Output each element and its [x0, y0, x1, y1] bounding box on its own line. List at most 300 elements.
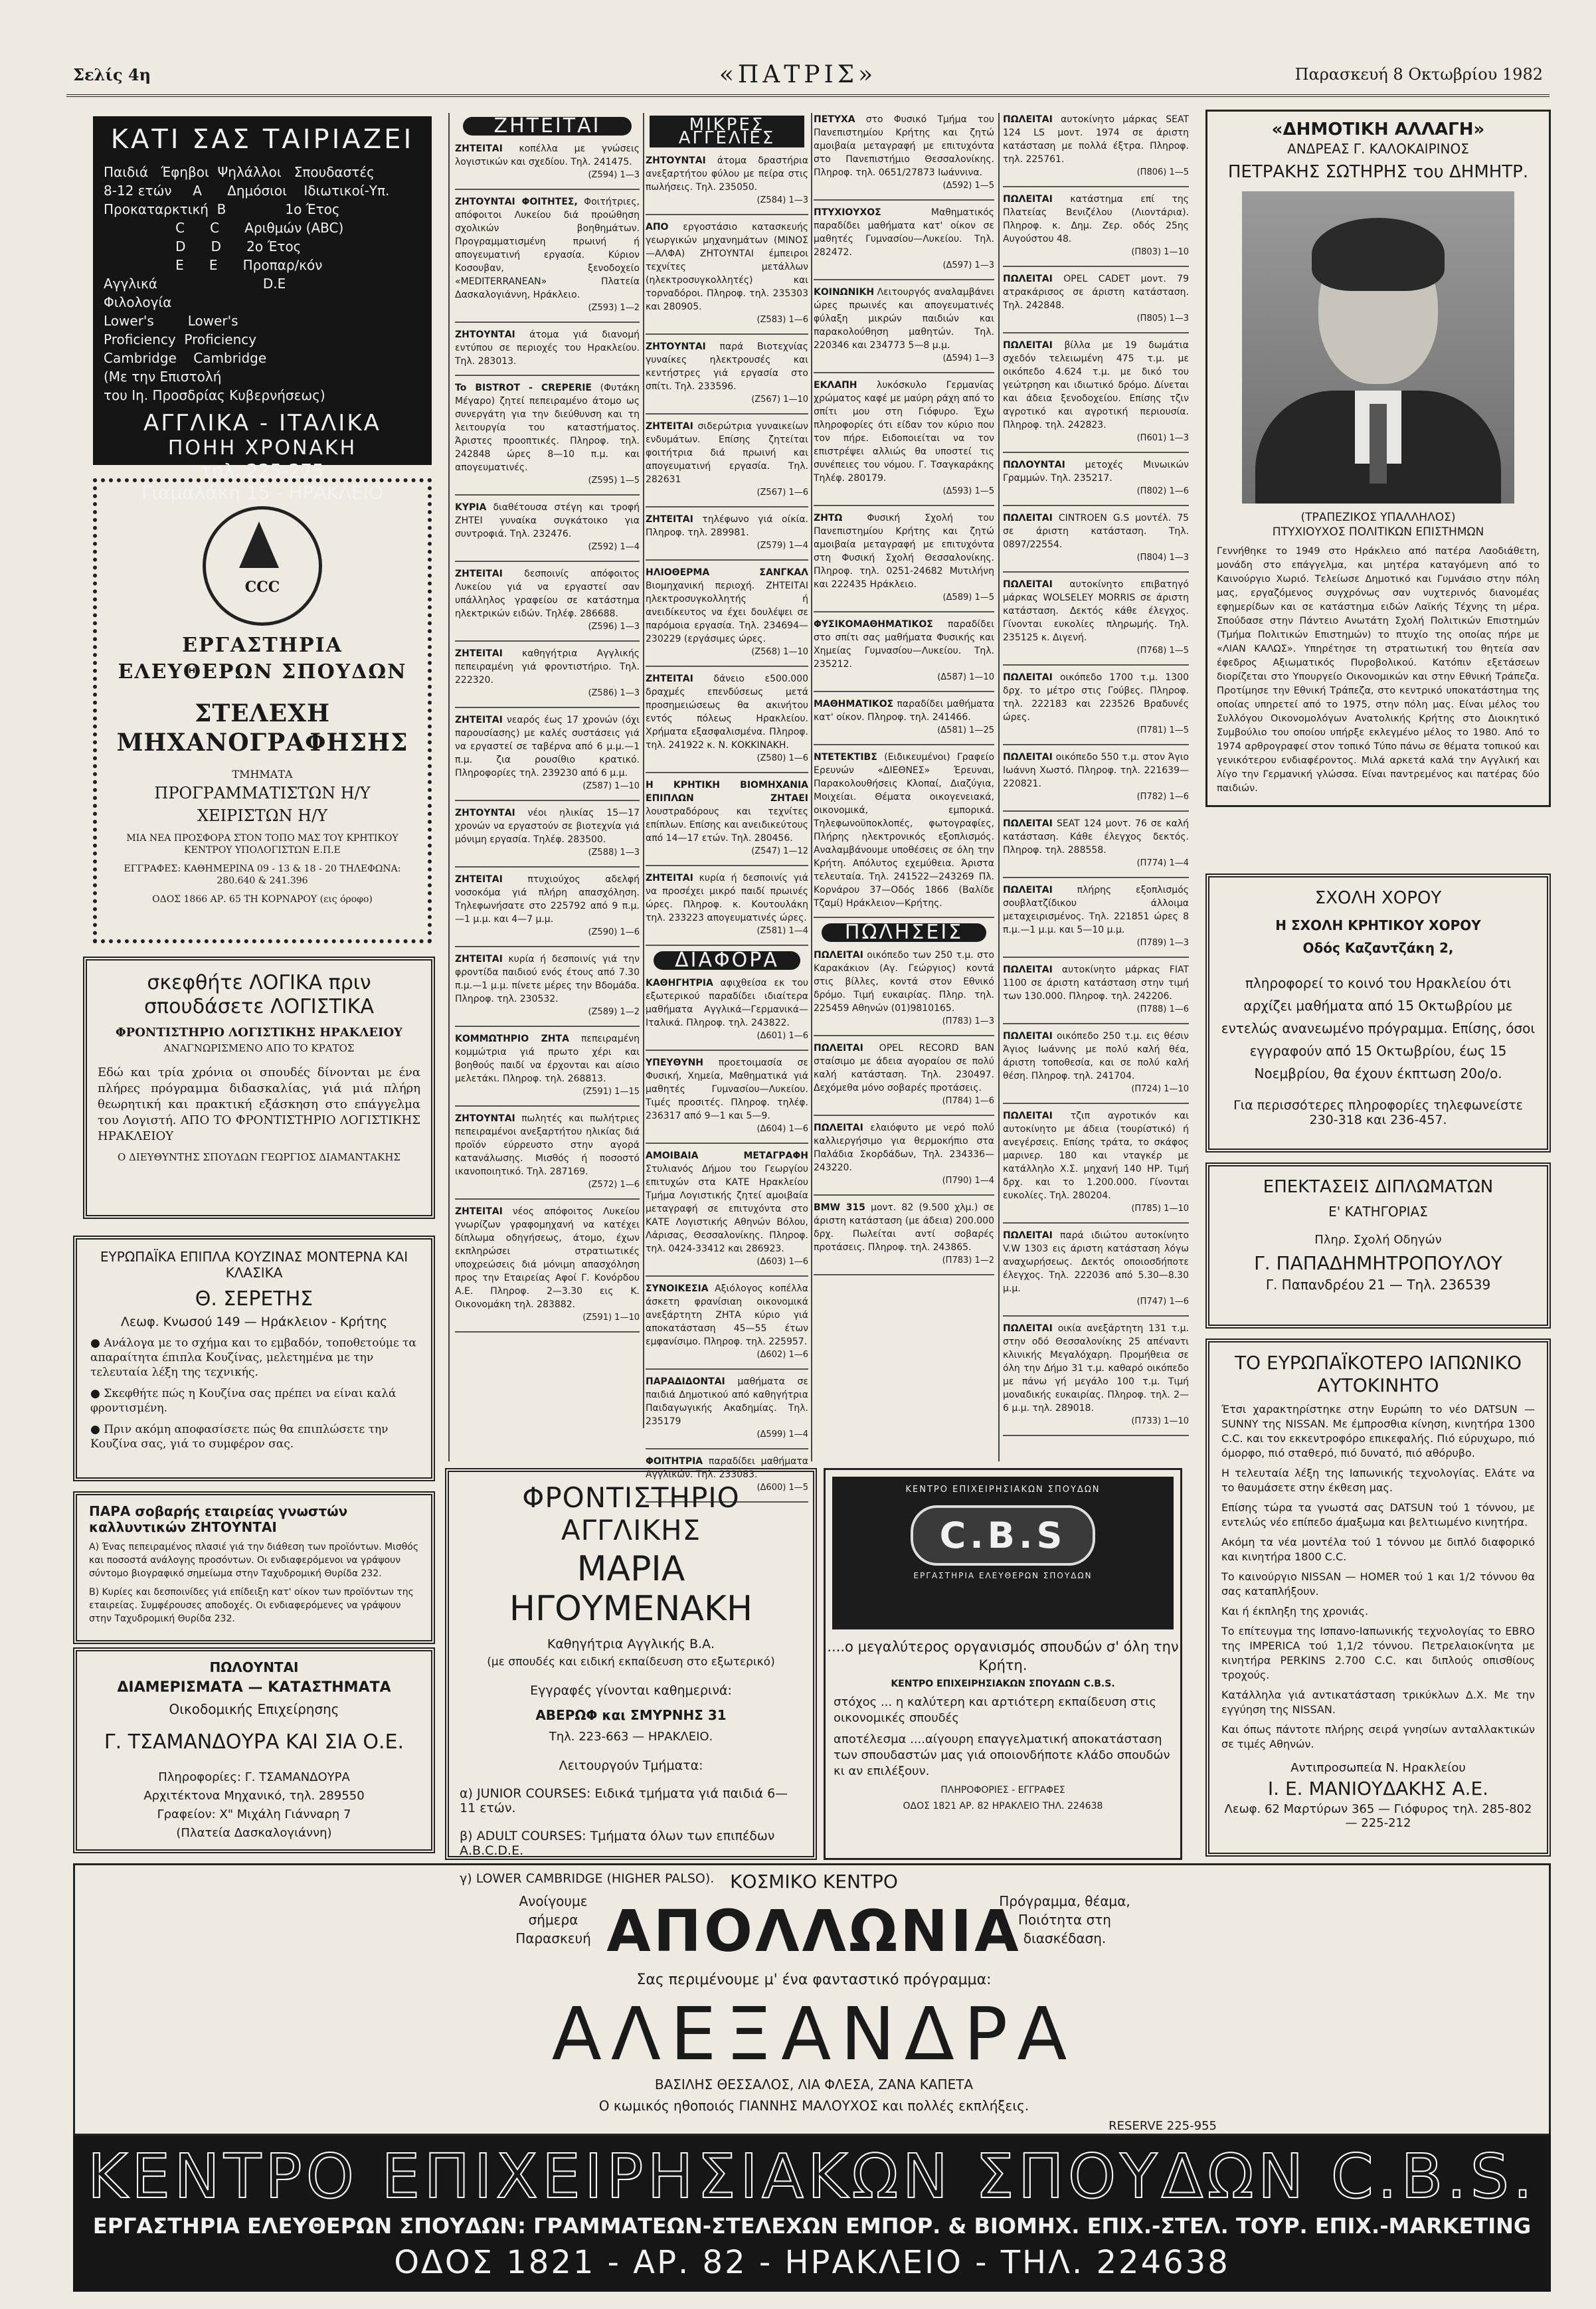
ad-body: ● Σκεφθήτε πώς η Κουζίνα σας πρέπει να είναι καλά φροντισμένη.	[90, 1387, 397, 1415]
classified-text: αυτοκίνητο μάρκας FIAT 1100 σε άριστη κατάσταση στην τιμή των 130.000. Πληροφ. τηλ. 242206.	[1003, 965, 1189, 1002]
classified-text: πεπειραμένη κομμώτρια γιά πρωτο χέρι και βοηθούς παιδί να έρχονται και αίσιο μελετάκι. Πληροφ. τηλ. 268813.	[455, 1034, 640, 1084]
classified-divider	[814, 1035, 994, 1036]
ad-logistiki	[83, 957, 435, 1219]
classified-ad	[1003, 578, 1189, 658]
classified-lead: ΠΩΛΕΙΤΑΙ	[1003, 885, 1053, 895]
classified-ref: (Π783) 1—3	[942, 1016, 994, 1026]
classified-ad	[646, 1056, 808, 1136]
ad-kati-sas-tairiazei	[93, 116, 432, 504]
classified-divider	[1003, 810, 1189, 812]
classified-lead: ΖΗΤΕΙΤΑΙ	[646, 674, 693, 684]
classified-lead: ΠΩΛΕΙΤΑΙ	[1003, 114, 1053, 125]
ad-note: ΟΔΟΣ 1866 ΑΡ. 65 ΤΗ ΚΟΡΝΑΡΟΥ (εις όροφο)	[152, 894, 373, 905]
classified-ref: (Ζ588) 1—3	[588, 848, 640, 858]
cbs-logo-icon	[832, 1477, 1174, 1629]
classified-text: λυκόσκυλο Γερμανίας χρώματος καφέ με μαύρη ράχη από το σπίτι μου στη Γιόφυρο. Έχω πληροφορίες ότι είδαν τον κύριο που τον πήρε. Ειδοποιείται να τον επιστρέψει αλλιώς θα υποστεί τις συνέπειες του νόμου. Γ. Τσαγκαράκης Τηλέφ. 280179.	[814, 380, 994, 484]
classified-ad	[646, 872, 808, 938]
classified-ad	[455, 1205, 640, 1325]
ad-school: ΦΡΟΝΤΙΣΤΗΡΙΟ ΛΟΓΙΣΤΙΚΗΣ ΗΡΑΚΛΕΙΟΥ	[115, 1026, 402, 1040]
classified-ref: (Ζ587) 1—10	[582, 781, 640, 791]
column-rule	[811, 113, 812, 1461]
header-rule	[66, 94, 1550, 97]
classified-divider	[455, 800, 640, 801]
classified-ad	[646, 1149, 808, 1269]
classified-ad	[814, 751, 994, 910]
ad-body: πληροφορεί το κοινό του Ηρακλείου ότι αρχίζει μαθήματα από 15 Οκτωβρίου με εντελώς ανανεωμένο πρόγραμμα. Επίσης, όσοι εγγραφούν από 15 Οκτωβρίου, έως 15 Νοεμβρίου, θα έχουν έκπτωση 20ο/ο.	[1221, 975, 1536, 1081]
course-line: (Με την Επιστολή	[104, 369, 222, 385]
classified-divider	[455, 322, 640, 323]
classified-divider	[1003, 332, 1189, 333]
ad-heading: ΠΩΛΟΥΝΤΑΙ	[209, 1659, 299, 1675]
course-list	[104, 163, 421, 405]
ad-body: Κατάλληλα γιά αντικατάσταση τρικύκλων Δ.Χ. Με την εγγύηση της NISSAN.	[1221, 1689, 1535, 1716]
ad-diamerismata	[73, 1647, 435, 1853]
classified-divider	[455, 561, 640, 562]
classified-divider	[1003, 571, 1189, 573]
classified-text: προετοιμασία σε Φυσική, Χημεία, Μαθηματικά γιά μαθητές Γυμνασίου—Λυκείου. Τιμές προσιτές. Πληροφ. τηλέφ. 236317 από 9—1 και 5—9.	[646, 1058, 808, 1121]
classified-text: λουστραδόρους και τεχνίτες επίπλων. Επίσης και ανειδικεύτους από 14—17 ετών. Τηλ. 280456.	[646, 806, 808, 844]
classified-lead: ΣΥΝΟΙΚΕΣΙΑ	[646, 1283, 709, 1294]
classified-divider	[814, 279, 994, 280]
classified-ad	[455, 806, 640, 860]
classified-ref: (Π774) 1—4	[1136, 858, 1189, 868]
ad-company: Γ. ΤΣΑΜΑΝΔΟΥΡΑ ΚΑΙ ΣΙΑ Ο.Ε.	[104, 1730, 404, 1754]
classified-divider	[1003, 186, 1189, 187]
classified-ad	[455, 713, 640, 793]
classified-ref: (Ζ586) 1—3	[588, 688, 640, 698]
classified-ad	[455, 1112, 640, 1192]
ad-company: ΚΕΝΤΡΟ ΕΠΙΧΕΙΡΗΣΙΑΚΩΝ ΣΠΟΥΔΩΝ C.B.S.	[891, 1679, 1115, 1689]
issue-date: Παρασκευή 8 Οκτωβρίου 1982	[1294, 65, 1543, 84]
classified-lead: ΚΟΜΜΩΤΗΡΙΟ ΖΗΤΑ	[455, 1034, 569, 1044]
classified-divider	[646, 1368, 808, 1370]
classified-text: παραδίδει μαθήματα Αγγλικών. Τηλ. 233083.	[646, 1456, 809, 1480]
classified-ad	[1003, 963, 1189, 1016]
classified-ref: (Π733) 1—10	[1131, 1416, 1189, 1426]
classified-text: αυτοκίνητο επιβατηγό μάρκας WOLSELEY MORRIS σε άριστη κατάσταση. Δεκτός κάθε έλεγχος. Γίνονται ευκολίες πληρωμής. Τηλ. 235125 κ. Διγενή.	[1003, 579, 1189, 643]
classified-text: αφιχθείσα εκ του εξωτερικού παραδίδει ιδιαίτερα μαθήματα Αγγλικά—Γερμανικά—Ιταλικά. Πληροφ. τηλ. 243822.	[646, 978, 809, 1028]
classified-ad	[646, 1375, 808, 1441]
ad-school: Η ΣΧΟΛΗ ΚΡΗΤΙΚΟΥ ΧΟΡΟΥ	[1275, 917, 1481, 933]
classified-divider	[646, 1050, 808, 1051]
classified-divider	[814, 744, 994, 745]
ad-subheading: ΔΙΑΜΕΡΙΣΜΑΤΑ — ΚΑΤΑΣΤΗΜΑΤΑ	[117, 1679, 391, 1696]
classified-lead: ΖΗΤΟΥΝΤΑΙ	[455, 1113, 515, 1124]
ad-subheading: ΕΡΓΑΣΤΗΡΙΑ ΕΛΕΥΘΕΡΩΝ ΣΠΟΥΔΩΝ: ΓΡΑΜΜΑΤΕΩΝ-ΣΤΕΛΕΧΩΝ ΕΜΠΟΡ. & ΒΙΟΜΗΧ. ΕΠΙΧ.-ΣΤΕΛ. ΤΟΥΡ. ΕΠΙΧ.-MARKETING	[92, 2213, 1532, 2239]
classified-divider	[455, 640, 640, 642]
course-line: 8-12 ετών Α Δημόσιοι Ιδιωτικοί-Υπ.	[104, 183, 390, 199]
classified-text: (Ειδικευμένοι) Γραφείο Ερευνών «ΔΙΕΘΝΕΣ» Έρευναι, Παρακολουθήσεις Κλοπαί, Διαζύγια, Μοιχείαι. Θέματα οικογενειακά, οικονομικά, εμπορικά. Τηλεφωνοϋποκλοπές, φωτογραφίες, Πλήρης ηλεκτρονικός εξοπλισμός. Αναλαμβάνουμε υποθέσεις σε όλη την Κρήτη. Απόλυτος εχεμύθεια. Άριστα τελευταία. Τηλ. 241522—243269 Πλ. Κορνάρου 37—Οδός 1866 (Βαλίδε Τζαμί) Ηράκλειον—Κρήτης.	[814, 752, 995, 909]
classified-divider	[814, 1115, 994, 1116]
ad-address: Οδός Καζαντζάκη 2,	[1302, 940, 1454, 956]
classified-lead: BMW 315	[814, 1202, 865, 1213]
classified-lead: ΦΥΣΙΚΟΜΑΘΗΜΑΤΙΚΟΣ	[814, 619, 933, 630]
classified-divider	[1003, 505, 1189, 506]
classified-text: άτομα γιά διανομή εντύπου σε περιοχές του Ηρακλείου. Τηλ. 283013.	[455, 329, 640, 367]
ad-cbs	[824, 1468, 1182, 1860]
section-heading: ΖΗΤΕΙΤΑΙ	[463, 117, 632, 136]
classified-text: τηλέφωνο γιά οίκία. Πληροφ. τηλ. 289981.	[646, 514, 809, 538]
classified-divider	[1003, 1315, 1189, 1317]
ad-heading: ΠΑΡΑ σοβαρής εταιρείας γνωστών καλλυντικών ΖΗΤΟΥΝΤΑΙ	[89, 1503, 348, 1535]
classified-divider	[646, 865, 808, 866]
ad-body: Έτσι χαρακτηρίστηκε στην Ευρώπη το νέο DATSUN — SUNNY της NISSAN. Με έμπροσθια κίνηση, κινητήρα 1300 C.C. και τον εκκεντροφόρο επικεφαλής. Πιό εύρυχωρο, πιό όμορφο, πιό σταθερό, πιό δυνατό, πιό αθόρυβο.	[1221, 1403, 1535, 1459]
classified-ref: (Ζ595) 1—5	[588, 476, 640, 486]
classified-ref: (Δ592) 1—5	[942, 181, 994, 191]
classified-ad	[455, 1032, 640, 1099]
classified-lead: ΖΗΤΕΙΤΑΙ	[455, 954, 503, 965]
classified-ref: (Δ597) 1—3	[942, 260, 994, 270]
classified-lead: ΖΗΤΕΙΤΑΙ	[646, 421, 693, 432]
classified-lead: ΠΩΛΕΙΤΑΙ	[814, 950, 863, 961]
ad-subheading: ΚΟΣΜΙΚΟ ΚΕΝΤΡΟ	[730, 1871, 898, 1893]
classified-divider	[1003, 1103, 1189, 1104]
classified-ref: (Π601) 1—3	[1136, 433, 1189, 443]
classified-ref: (Π789) 1—3	[1136, 938, 1189, 948]
classified-lead: ΖΗΤΕΙΤΑΙ	[455, 874, 503, 885]
ad-heading: ΕΠΕΚΤΑΣΕΙΣ ΔΙΠΛΩΜΑΤΩΝ	[1263, 1177, 1494, 1197]
classified-lead: ΦΟΙΤΗΤΡΙΑ	[646, 1456, 703, 1467]
classified-text: διαθέτουσα στέγη και τροφή ΖΗΤΕΙ γυναίκα συγκάτοικο για συντροφιά. Τηλ. 232476.	[455, 502, 640, 539]
logo-caption: ΚΕΝΤΡΟ ΕΠΙΧΕΙΡΗΣΙΑΚΩΝ ΣΠΟΥΔΩΝ	[905, 1485, 1101, 1495]
ad-label: ΤΜΗΜΑΤΑ	[232, 768, 293, 781]
course-line: Αγγλικά D.E	[104, 276, 286, 292]
ad-note: ΑΝΑΓΝΩΡΙΣΜΕΝΟ ΑΠΟ ΤΟ ΚΡΑΤΟΣ	[163, 1042, 355, 1054]
course-line: Παιδιά Έφηβοι Ψηλάλλοι Σπουδαστές	[104, 164, 375, 180]
ad-contact: Γραφείον: Χ" Μιχάλη Γιάνναρη 7	[157, 1807, 351, 1821]
classified-ref: (Ζ589) 1—2	[588, 1007, 640, 1017]
ad-languages: ΑΓΓΛΙΚΑ - ΙΤΑΛΙΚΑ	[143, 410, 381, 436]
ad-subheading: Ε' ΚΑΤΗΓΟΡΙΑΣ	[1328, 1204, 1428, 1220]
classified-ad	[1003, 671, 1189, 737]
classified-ad	[814, 379, 994, 498]
classified-lead: ΠΩΛΕΙΤΑΙ	[1003, 194, 1053, 205]
ad-heading: ΕΥΡΩΠΑΪΚΑ ΕΠΙΠΛΑ ΚΟΥΖΙΝΑΣ ΜΟΝΤΕΡΝΑ ΚΑΙ ΚΛΑΣΙΚΑ	[100, 1249, 408, 1281]
classified-ref: (Ζ591) 1—10	[582, 1313, 640, 1323]
ad-body: στόχος ... η καλύτερη και αρτιότερη εκπαίδευση στις οικονομικές σπουδές	[834, 1695, 1156, 1725]
ad-slogan: ....ο μεγαλύτερος οργανισμός σπουδών σ' όλη την Κρήτη.	[827, 1639, 1179, 1673]
classified-ref: (Ζ583) 1—6	[756, 315, 808, 325]
ad-body: Α) Ένας πεπειραμένος πλασιέ γιά την διάθεση των προϊόντων. Μισθός και ποσοστά ανάλογης προσόντων. Οι ενδιαφερόμενοι να γράψουν σύντομο βιογραφικό σημείωμα στην Ταχυδρομική Θυρίδα 232.	[89, 1542, 419, 1579]
course-line: του Ιη. Προσδρίας Κυβερνήσεως)	[104, 387, 325, 403]
classified-divider	[646, 772, 808, 773]
classified-lead: ΖΗΤΕΙΤΑΙ	[455, 648, 503, 659]
classified-lead: ΠΩΛΕΙΤΑΙ	[1003, 752, 1053, 763]
classified-lead: ΚΥΡΙΑ	[455, 502, 487, 513]
ad-note: Καθηγήτρια Αγγλικής Β.Α.	[547, 1637, 715, 1651]
classified-text: Λειτουργός αναλαμβάνει ώρες πρωινές και απογευματινές φύλαξη μικρών παιδιών και παρακολούθηση μαθητών. Τηλ. 220346 και 234773 5—8 μ.μ.	[814, 287, 994, 351]
classified-ad	[455, 567, 640, 634]
classified-lead: ΠΩΛΕΙΤΑΙ	[814, 1043, 863, 1054]
classified-text: (Φυτάκη Μέγαρο) ζητεί πεπειραμένο άτομο ως συνεργάτη για την διεύθυνση και τη λειτουργία του καταστήματος. Άριστες προοπτικές. Πληροφ. τηλ. 242848 ώρες 8—10 π.μ. και απογευματινές.	[455, 383, 640, 473]
classified-ref: (Π802) 1—6	[1136, 486, 1189, 496]
ad-note: Σας περιμένουμε μ' ένα φανταστικό πρόγραμμα:	[636, 1972, 992, 1988]
classified-text: πλήρης εξοπλισμός σουβλατζίδικου άλλοιμα μεταχειρισμένος. Τηλ. 221851 ώρες 8 π.μ.—1 μ.μ. και 5—10 μ.μ.	[1003, 885, 1189, 935]
section-heading: ΠΩΛΗΣΕΙΣ	[822, 923, 986, 942]
classified-ref: (Π782) 1—6	[1136, 792, 1189, 802]
classified-text: μετοχές Μινωικών Γραμμών. Τηλ. 235217.	[1003, 460, 1190, 484]
ad-school-name: ΠΟΗΗ ΧΡΟΝΑΚΗ	[167, 436, 357, 460]
ad-body: αποτέλεσμα ....αίγουρη επαγγελματική αποκατάσταση των σπουδαστών μας γιά οποιονδήποτε κλάδο σπουδών κι αν επιλέξουν.	[834, 1732, 1170, 1778]
column-rule	[998, 113, 1000, 1461]
classified-ref: (Π724) 1—10	[1131, 1084, 1189, 1094]
classified-lead: ΠΩΛΕΙΤΑΙ	[1003, 672, 1053, 683]
classified-ref: (Π785) 1—10	[1131, 1204, 1189, 1214]
classified-divider	[455, 1026, 640, 1027]
candidate-name: ΠΕΤΡΑΚΗΣ ΣΩΤΗΡΗΣ του ΔΗΜΗΤΡ.	[1227, 162, 1529, 182]
ad-heading: ΣΧΟΛΗ ΧΟΡΟΥ	[1314, 888, 1442, 908]
classified-lead: ΑΜΟΙΒΑΙΑ ΜΕΤΑΓΡΑΦΗ	[646, 1151, 808, 1161]
classified-text: OPEL RECORD BAN σταίσιμο με άδεια αγοραίου σε πολύ καλή κατάσταση. Τηλ. 230497. Δεχόμεθα μόνο σοβαρές προτάσεις.	[814, 1043, 994, 1093]
classified-lead: ΠΩΛΕΙΤΑΙ	[1003, 340, 1053, 351]
classified-divider	[455, 494, 640, 496]
classified-ref: (Π784) 1—6	[942, 1096, 994, 1106]
ad-body: Ακόμη τα νέα μοντέλα τού 1 τόννου με διπλό διαφορικό και κινητήρα 1800 C.C.	[1221, 1536, 1535, 1563]
ad-body: Επίσης τώρα τα γνωστά σας DATSUN τού 1 τόννου, με εντελώς νέο επίπεδο άμαξωμα και βελτιωμένο κινητήρα.	[1221, 1501, 1535, 1528]
ad-note: Λειτουργούν Τμήματα:	[559, 1758, 703, 1773]
classified-text: δεσποινίς απόφοιτος Λυκείου γιά να εργαστεί σαν υπάλληλος γραφείου σε κατάστημα ηλεκτρικών ειδών. Τηλέφ. 286688.	[455, 569, 640, 619]
classified-ref: (Π781) 1—5	[1136, 725, 1189, 735]
classified-ad	[646, 672, 808, 765]
ad-address: Λεωφ. 62 Μαρτύρων 365 — Γιόφυρος τηλ. 285-802 — 225-212	[1224, 1802, 1532, 1830]
ad-company: Ι. Ε. ΜΑΝΙΟΥΔΑΚΗΣ Α.Ε.	[1267, 1778, 1489, 1800]
ad-note: ΕΓΓΡΑΦΕΣ: ΚΑΘΗΜΕΡΙΝΑ 09 - 13 & 18 - 20 ΤΗΛΕΦΩΝΑ: 280.640 & 241.396	[124, 864, 401, 886]
classified-divider	[455, 375, 640, 376]
classifieds-column-mikres	[646, 113, 809, 1493]
ad-kallyntika	[73, 1491, 435, 1644]
ad-note: Ανοίγουμε σήμερα Παρασκευή	[515, 1893, 591, 1946]
ad-body: Και ή έκπληξη της χρονιάς.	[1221, 1605, 1369, 1617]
classified-ad	[1003, 751, 1189, 804]
ad-performers: ΒΑΣΙΛΗΣ ΘΕΣΣΑΛΟΣ, ΛΙΑ ΦΛΕΣΑ, ΖΑΝΑ ΚΑΠΕΤΑ	[654, 2077, 974, 2092]
classified-ref: (Δ589) 1—5	[942, 593, 994, 602]
classified-text: Φοιτήτριες, απόφοιτοι Λυκείου διά προώθηση σχολικών βοηθημάτων. Προγραμματισμένη πρωινή ή απογευματινή εργασία. Κύριον Κοσουβαν, ξενοδοχείο «MEDITERRANEAN» Πλατεία Δασκαλογιάννη, Ηράκλειο.	[455, 197, 640, 300]
classified-text: νέος απόφοιτος Λυκείου γνωρίζων γραφομηχανή να κατέχει δίπλωμα οδηγήσεως, άτομο, έχων εκπληρώσει στρατιωτικές υποχρεώσεις διά μόνιμη απασχόληση προς την Εταιρείας Αφοί Γ. Κονόρδου Α.Ε. Πληροφ. 2—3.30 εις Κ. Οικονομάκη τηλ. 283882.	[455, 1206, 640, 1310]
classified-ref: (Π783) 1—2	[942, 1255, 994, 1265]
classified-ad	[646, 420, 808, 500]
classified-text: στο Φυσικό Τμήμα του Πανεπιστημίου Κρήτης και ζητώ αμοιβαία μεταγραφή με επιτυχόντα στο Πανεπιστήμιο Θεσσαλονίκης. Πληροφ. τηλ. 0651/27873 Ιωάννινα.	[814, 114, 995, 178]
classified-lead: Η ΚΡΗΤΙΚΗ ΒΙΟΜΗΧΑΝΙΑ ΕΠΙΠΛΩΝ ΖΗΤΑΕΙ	[646, 780, 808, 804]
classified-lead: ΕΚΛΑΠΗ	[814, 380, 857, 391]
classified-lead: ΠΩΛΕΙΤΑΙ	[1003, 274, 1053, 284]
classified-ref: (Ζ547) 1—12	[751, 846, 808, 856]
classified-text: παραδίδει μαθήματα κατ' οίκον. Πληροφ. τηλ. 241466.	[814, 699, 995, 723]
classified-divider	[455, 1198, 640, 1200]
classified-ref: (Π805) 1—3	[1136, 314, 1189, 323]
classified-divider	[455, 189, 640, 190]
classified-text: βίλλα με 19 δωμάτια σχεδόν τελειωμένη 475 τ.μ. με οικόπεδο 4.624 τ.μ. με δικό του γεώτρηση και ιδιωτικό δρόμο. Δίνεται και άδεια ξενοδοχείου. Επίσης τζιν αγροτικό και αγροτική περιουσία. Πληροφ. τηλ. 242823.	[1003, 340, 1189, 430]
classified-divider	[646, 1143, 808, 1144]
ad-heading: ΦΡΟΝΤΙΣΤΗΡΙΟ ΑΓΓΛΙΚΗΣ	[522, 1481, 740, 1546]
classified-ad	[455, 953, 640, 1019]
classified-divider	[814, 611, 994, 612]
classified-ref: (Δ604) 1—6	[756, 1124, 808, 1134]
ad-body: ● Ανάλογα με το σχήμα και το εμβαδόν, τοποθετούμε τα απαραίτητα έπιπλα Κουζίνας, μελετημένα με την τελευταία λέξη της τεχνικής.	[90, 1337, 416, 1379]
ad-course: α) JUNIOR COURSES: Ειδικά τμήματα γιά παιδιά 6—11 ετών.	[460, 1786, 788, 1815]
ad-apollonia	[73, 1863, 1551, 2136]
classified-lead: ΠΑΡΑΔΙΔΟΝΤΑΙ	[646, 1376, 725, 1387]
classified-text: μαθήματα σε παιδιά Δημοτικού από καθηγήτρια Παιδαγωγικής Ακαδημίας. Τηλ. 235179	[646, 1376, 808, 1427]
classified-text: OPEL CADET μοντ. 79 ατρακάρισος σε άριστη κατάσταση. Τηλ. 242848.	[1003, 274, 1189, 311]
logo-text: CCC	[244, 579, 280, 596]
classifieds-column-poliseis	[814, 113, 994, 1475]
triangle-icon	[239, 521, 279, 568]
classified-lead: ΖΗΤΕΙΤΑΙ	[646, 873, 693, 883]
classified-text: Βιομηχανική περιοχή. ΖΗΤΕΙΤΑΙ ηλεκτροσυγκολλητής ή ανειδίκευτος να έχει δουλέψει σε παρόμοια εργασία. Τηλ. 234694—230229 (εργάσιμες ώρες.	[646, 581, 808, 644]
ad-subheading: ΣΤΕΛΕΧΗ ΜΗΧΑΝΟΓΡΑΦΗΣΗΣ	[116, 699, 408, 757]
photo-caption: ΠΤΥΧΙΟΥΧΟΣ ΠΟΛΙΤΙΚΩΝ ΕΠΙΣΤΗΜΩΝ	[1272, 525, 1484, 539]
classifieds-column-zhteitai	[455, 113, 640, 1588]
classified-ref: (Ζ596) 1—3	[588, 622, 640, 632]
classified-text: παρά ιδιώτου αυτοκίνητο V.W 1303 εις άριστη κατάσταση λόγω αναχωρήσεως. Δεκτός οποιοσδήποτε έλεγχος. Τηλ. 222036 από 5.30—8.30 μ.μ.	[1003, 1230, 1190, 1294]
classified-ad	[1003, 113, 1189, 179]
classified-text: εργοστάσιο κατασκευής γεωργικών μηχανημάτων (ΜΙΝΟΣ—ΑΛΦΑ) ΖΗΤΟΥΝΤΑΙ έμπειροι τεχνίτες μετάλλων (ηλεκτροσυγκολλητές) και τορναδόροι. Πληροφ. τηλ. 235303 και 280905.	[646, 222, 809, 312]
ad-heading: ΕΡΓΑΣΤΗΡΙΑ ΕΛΕΥΘΕΡΩΝ ΣΠΟΥΔΩΝ	[118, 634, 407, 684]
classified-ad	[814, 618, 994, 684]
ad-address: ΟΔΟΣ 1821 - ΑΡ. 82 - ΗΡΑΚΛΕΙΟ - ΤΗΛ. 224638	[394, 2244, 1230, 2281]
classified-ref: (Ζ567) 1—10	[751, 395, 808, 405]
classified-lead: ΠΩΛΕΙΤΑΙ	[1003, 1111, 1053, 1121]
classified-divider	[1003, 957, 1189, 958]
ad-heading: ΚΕΝΤΡΟ ΕΠΙΧΕΙΡΗΣΙΑΚΩΝ ΣΠΟΥΔΩΝ C.B.S.	[87, 2141, 1537, 2212]
classified-ad	[1003, 272, 1189, 325]
classified-lead: ΖΗΤΟΥΝΤΑΙ	[455, 329, 515, 340]
classified-divider	[646, 214, 808, 215]
ad-body: Εδώ και τρία χρόνια οι σπουδές δίνονται με ένα πλήρες πρόγραμμα διδασκαλίας, γιά μιά πλήρη θεωρητική και πρακτική εξάσκηση στο επάγγελμα του Λογιστή. ΑΠΟ ΤΟ ΦΡΟΝΤΙΣΤΗΡΙΟ ΛΟΓΙΣΤΙΚΗΣ ΗΡΑΚΛΕΙΟΥ	[98, 1065, 420, 1143]
classified-ad	[814, 511, 994, 604]
classified-ad	[646, 340, 808, 407]
ad-ergastiria	[93, 478, 432, 943]
classified-lead: ΑΠΟ	[646, 222, 669, 232]
course-line: Cambridge Cambridge	[104, 350, 267, 366]
classified-text: οικόπεδο των 250 τ.μ. στο Καρακάκιον (Αγ. Γεώργιος) κοντά στις βίλλες, κοντά στον Εθνικό δρόμο. Τιμή ευκαιρίας. Πληρ. τηλ. 225459 Αθηνών (01)9810165.	[814, 950, 994, 1014]
classified-divider	[814, 1274, 994, 1275]
classified-text: κατάστημα επί της Πλατείας Βενιζέλου (Λιοντάρια). Πληροφ. κ. Δημ. Ζερ. οδός 25ης Αυγούστου 48.	[1003, 194, 1190, 244]
ad-headliner: ΑΛΕΞΑΝΔΡΑ	[551, 1991, 1077, 2077]
ad-teacher-name: ΜΑΡΙΑ ΗΓΟΥΜΕΝΑΚΗ	[509, 1549, 753, 1629]
ad-course: γ) LOWER CAMBRIDGE (HIGHER PALSO).	[460, 1871, 715, 1886]
classified-ref: (Ζ579) 1—4	[756, 541, 808, 551]
classified-ad	[646, 513, 808, 553]
classified-text: κυρία ή δεσποινίς γιά την φροντίδα παιδιού ενός έτους από 7.30 π.μ.—1 μ.μ. πίνετε μέρες την Βδομάδα. Πληροφ. τηλ. 230532.	[455, 954, 640, 1004]
classified-lead: ΠΤΥΧΙΟΥΧΟΣ	[814, 207, 881, 218]
classified-text: δάνειο ε500.000 δραχμές επενδύσεως μετά προσημειώσεως θα ακινήτου εντός πόλεως Ηρακλείου. Χρήματα εξασφαλισμένα. Πληροφ. τηλ. 241922 κ. Ν. ΚΟΚΚΙΝΑΚΗ.	[646, 674, 808, 751]
course-line: Προκαταρκτική Β 1ο Έτος	[104, 201, 340, 217]
classified-divider	[646, 945, 808, 946]
classified-text: οικόπεδο 250 τ.μ. εις θέσιν Άγιος Ιωάννης με πολύ καλή θέα, άριστη τοποθεσία, και σε πολύ καλή θέση. Πληροφ. τηλ. 241704.	[1003, 1031, 1190, 1081]
ad-address: Γ. Παπανδρέου 21 — Τηλ. 236539	[1265, 1277, 1491, 1293]
classified-ref: (Π790) 1—4	[942, 1176, 994, 1186]
classified-ref: (Δ601) 1—6	[756, 1031, 808, 1041]
classified-lead: ΖΗΤΕΙΤΑΙ	[455, 569, 503, 579]
classified-text: πτυχιούχος αδελφή νοσοκόμα γιά πλήρη απασχόληση. Τηλεφωνήσατε στο 225792 από 9 π.μ.—1 μ.μ. και 4—7 μ.μ.	[455, 874, 640, 925]
ad-dimotiki-allagi	[1205, 110, 1551, 807]
ad-note: Ο κωμικός ηθοποιός ΓΙΑΝΝΗΣ ΜΑΛΟΥΧΟΣ και πολλές εκπλήξεις.	[598, 2098, 1029, 2114]
course-line: E E Προπαρ/κόν	[104, 257, 323, 273]
classified-ref: (Ζ592) 1—4	[588, 542, 640, 552]
classified-lead: ΝΤΕΤΕΚΤΙΒΣ	[814, 752, 877, 763]
classified-ad	[814, 286, 994, 365]
classified-lead: ΠΩΛΕΙΤΑΙ	[1003, 965, 1053, 975]
classified-divider	[646, 666, 808, 667]
classified-text: μοντ. 82 (9.500 χλμ.) σε άριστη κατάσταση (με άδεια) 200.000 δρχ. Πωλείται αντί σοβαρές προτάσεις. Πληροφ. τηλ. 243865.	[814, 1202, 994, 1253]
classified-ref: (Δ587) 1—10	[937, 672, 994, 682]
classified-text: τζιπ αγροτικόν και αυτοκίνητο με άδεια (τουρίστικό) ή ανεγέρσεις. Επίσης τράτα, το σκάφος μαρινερ. 180 και νταγκέρ με κατάλληλο Χ.Σ. μηχανή 140 ΗΡ. Τιμή δρχ. και το 1.200.000. Γίνονται ευκολίες. Τηλ. 280204.	[1003, 1111, 1189, 1201]
classified-ref: (Ζ572) 1—6	[588, 1180, 640, 1190]
classified-ad	[814, 949, 994, 1028]
ad-address: ΟΔΟΣ 1821 ΑΡ. 82 ΗΡΑΚΛΕΙΟ ΤΗΛ. 224638	[903, 1801, 1103, 1811]
classified-divider	[1003, 266, 1189, 267]
ad-heading: ΤΟ ΕΥΡΩΠΑΪΚΟΤΕΡΟ ΙΑΠΩΝΙΚΟ ΑΥΤΟΚΙΝΗΤΟ	[1234, 1352, 1522, 1396]
classified-lead: ΚΑΘΗΓΗΤΡΙΑ	[646, 978, 713, 988]
page-header	[0, 0, 1596, 100]
classified-ad	[455, 328, 640, 368]
classified-divider	[646, 506, 808, 508]
classified-text: οικόπεδο 550 τ.μ. στον Άγιο Ιωάννη Χωστό. Πληροφ. τηλ. 221639—220821.	[1003, 752, 1190, 789]
classified-text: καθηγήτρια Αγγλικής πεπειραμένη γιά φροντιστήριο. Τηλ. 222320.	[455, 648, 640, 686]
ad-note: Πρόγραμμα, θέαμα, Ποιότητα στη διασκέδαση.	[999, 1893, 1130, 1946]
classified-ad	[455, 501, 640, 554]
classified-ref: (Π788) 1—6	[1136, 1004, 1189, 1014]
classified-text: νεαρός έως 17 χρονών (όχι παρουσίασης) με καλές συστάσεις γιά να εργαστεί σε ταβέρνα από 6 μ.μ.—1 π.μ. ζια ρουσίθιο κρατικό. Πληροφορίες τηλ. 239230 από 6 μ.μ.	[455, 715, 640, 779]
course-line: C C Αριθμών (ABC)	[104, 220, 344, 236]
classified-lead: ΜΑΘΗΜΑΤΙΚΟΣ	[814, 699, 894, 709]
classified-lead: ΥΠΕΥΘΥΝΗ	[646, 1058, 704, 1068]
classified-ad	[455, 142, 640, 182]
classified-ref: (Ζ590) 1—6	[588, 927, 640, 937]
classified-lead: ΚΟΙΝΩΝΙΚΗ	[814, 287, 875, 298]
course-line: Proficiency Proficiency	[104, 331, 257, 347]
classified-lead: ΖΗΤΟΥΝΤΑΙ ΦΟΙΤΗΤΕΣ,	[455, 197, 578, 207]
ad-note: Οικοδομικής Επιχείρησης	[169, 1701, 339, 1717]
ad-note: Πληρ. Σχολή Οδηγών	[1314, 1233, 1442, 1247]
ad-company: Θ. ΣΕΡΕΤΗΣ	[195, 1287, 313, 1311]
classified-lead: ΖΗΤΕΙΤΑΙ	[455, 1206, 503, 1217]
classified-text: οικόπεδο 1700 τ.μ. 1300 δρχ. το μέτρο στις Γούβες. Πληροφ. τηλ. 222183 και 223526 Βραδυνές ώρες.	[1003, 672, 1189, 723]
classified-divider	[1003, 1222, 1189, 1224]
classified-divider	[455, 1331, 640, 1333]
classified-lead: ΠΩΛΕΙΤΑΙ	[1003, 1230, 1053, 1241]
ad-note: Εγγραφές γίνονται καθημερινά:	[530, 1683, 732, 1698]
classified-divider	[455, 946, 640, 947]
ad-scholi-xorou	[1205, 874, 1551, 1153]
ad-body: Το καινούργιο NISSAN — HOMER τού 1 και 1/2 τόννου θα σας καταπλήξουν.	[1221, 1570, 1535, 1598]
classified-lead: ΠΩΛΟΥΝΤΑΙ	[1003, 460, 1065, 470]
classified-ad	[814, 113, 994, 193]
ad-cbs-banner	[73, 2136, 1551, 2292]
classified-lead: ΠΩΛΕΙΤΑΙ	[1003, 513, 1053, 523]
ad-kouzines	[73, 1236, 435, 1481]
classified-lead: ΖΗΤΕΙΤΑΙ	[455, 715, 503, 725]
ad-phone: Τηλ. 223-663 — ΗΡΑΚΛΕΙΟ.	[549, 1730, 713, 1744]
course-line: Φιλολογία	[104, 294, 172, 310]
classified-ad	[455, 647, 640, 700]
classified-ref: (Δ593) 1—5	[942, 486, 994, 496]
ad-program: ΠΡΟΓΡΑΜΜΑΤΙΣΤΩΝ Η/Υ	[154, 784, 371, 802]
ad-body: ● Πριν ακόμη αποφασίσετε πώς θα επιπλώσετε την Κουζίνα σας, γιά το συμφέρον σας.	[90, 1423, 389, 1451]
classified-ad	[455, 381, 640, 488]
classified-ref: (Ζ567) 1—6	[756, 488, 808, 498]
ad-epektaseis	[1205, 1162, 1551, 1329]
ad-datsun	[1205, 1339, 1551, 1857]
classified-text: αυτοκίνητο μάρκας SEAT 124 LS μοντ. 1974 σε άριστη κατάσταση με πολλά έξτρα. Πληροφ. τηλ. 225761.	[1003, 114, 1189, 165]
classified-ad	[814, 697, 994, 737]
classified-ref: (Π804) 1—3	[1136, 553, 1189, 563]
classified-ad	[1003, 193, 1189, 259]
classified-ad	[814, 1121, 994, 1188]
column-rule	[643, 113, 644, 1428]
classified-lead: ΖΗΤΟΥΝΤΑΙ	[646, 155, 706, 166]
